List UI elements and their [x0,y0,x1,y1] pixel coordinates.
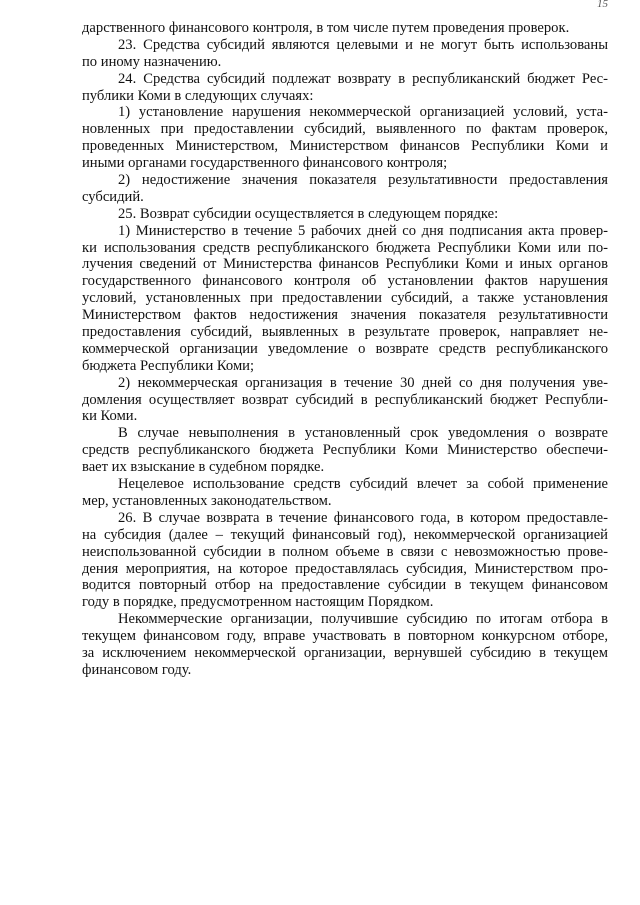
text-line: В случае невыполнения в установленный срок уведомления о возврате [118,425,608,442]
text-line: 2) недостижение значения показателя результативности предоставления [118,172,608,189]
text-line: Некоммерческие организации, получившие субсидию по итогам отбора в [118,611,608,628]
text-line: коммерческой организации уведомление о возврате средств республиканского [82,340,608,357]
text-line: за исключением некоммерческой организации, вернувшей субсидию в текущем [82,644,608,661]
text-line: финансовом году. [82,661,192,678]
text-line: 1) Министерство в течение 5 рабочих дней со дня подписания акта провер- [118,222,608,239]
text-line: лучения сведений от Министерства финансов Республики Коми и иных органов [82,256,608,273]
text-line: водится повторный отбор на предоставление субсидии в текущем финансовом [82,577,608,594]
text-line: ки Коми. [82,408,138,425]
text-line: 24. Средства субсидий подлежат возврату в республиканский бюджет Рес- [118,70,608,87]
text-line: бюджета Республики Коми; [82,357,255,374]
text-line: 23. Средства субсидий являются целевыми и не могут быть использованы [118,36,608,53]
text-line: Нецелевое использование средств субсидий влечет за собой применение [118,476,608,493]
text-line: на субсидия (далее – текущий финансовый год), некоммерческой организацией [82,526,608,543]
text-line: вает их взыскание в судебном порядке. [82,459,325,476]
text-line: 25. Возврат субсидии осуществляется в следующем порядке: [118,205,499,222]
text-line: проведенных Министерством, Министерством финансов Республики Коми и [82,138,608,155]
text-line: новленных при предоставлении субсидий, выявленного по фактам проверок, [82,121,608,138]
text-line: 2) некоммерческая организация в течение 30 дней со дня получения уве- [118,374,608,391]
document-body-text [82,20,608,679]
text-line: публики Коми в следующих случаях: [82,87,314,104]
text-line: ки использования средств республиканского бюджета Республики Коми или по- [82,239,608,256]
text-line: дения мероприятия, на которое предоставлялась субсидия, Министерством про- [82,560,608,577]
text-line: 26. В случае возврата в течение финансового года, в котором предоставле- [118,509,608,526]
page-number: 15 [597,0,608,10]
text-line: по иному назначению. [82,53,222,70]
text-line: предоставления субсидий, выявленных в результате проверок, направляет не- [82,324,608,341]
text-line: текущем финансовом году, вправе участвовать в повторном конкурсном отборе, [82,628,608,645]
text-line: иными органами государственного финансового контроля; [82,155,448,172]
text-line: дарственного финансового контроля, в том числе путем проведения проверок. [82,20,570,36]
text-line: неиспользованной субсидии в полном объеме в связи с невозможностью прове- [82,543,608,560]
text-line: Министерством фактов недостижения значения показателя результативности [82,307,608,324]
text-line: условий, установленных при предоставлении субсидий, а также установления [82,290,608,307]
text-line: году в порядке, предусмотренном настоящим Порядком. [82,594,434,611]
text-line: мер, установленных законодательством. [82,492,332,509]
text-line: государственного финансового контроля об установлении фактов нарушения [82,273,608,290]
text-line: 1) установление нарушения некоммерческой организацией условий, уста- [118,104,608,121]
text-line: средств республиканского бюджета Республики Коми Министерство обеспечи- [82,442,608,459]
text-line: домления осуществляет возврат субсидий в республиканский бюджет Республи- [82,391,608,408]
text-line: субсидий. [82,188,144,205]
